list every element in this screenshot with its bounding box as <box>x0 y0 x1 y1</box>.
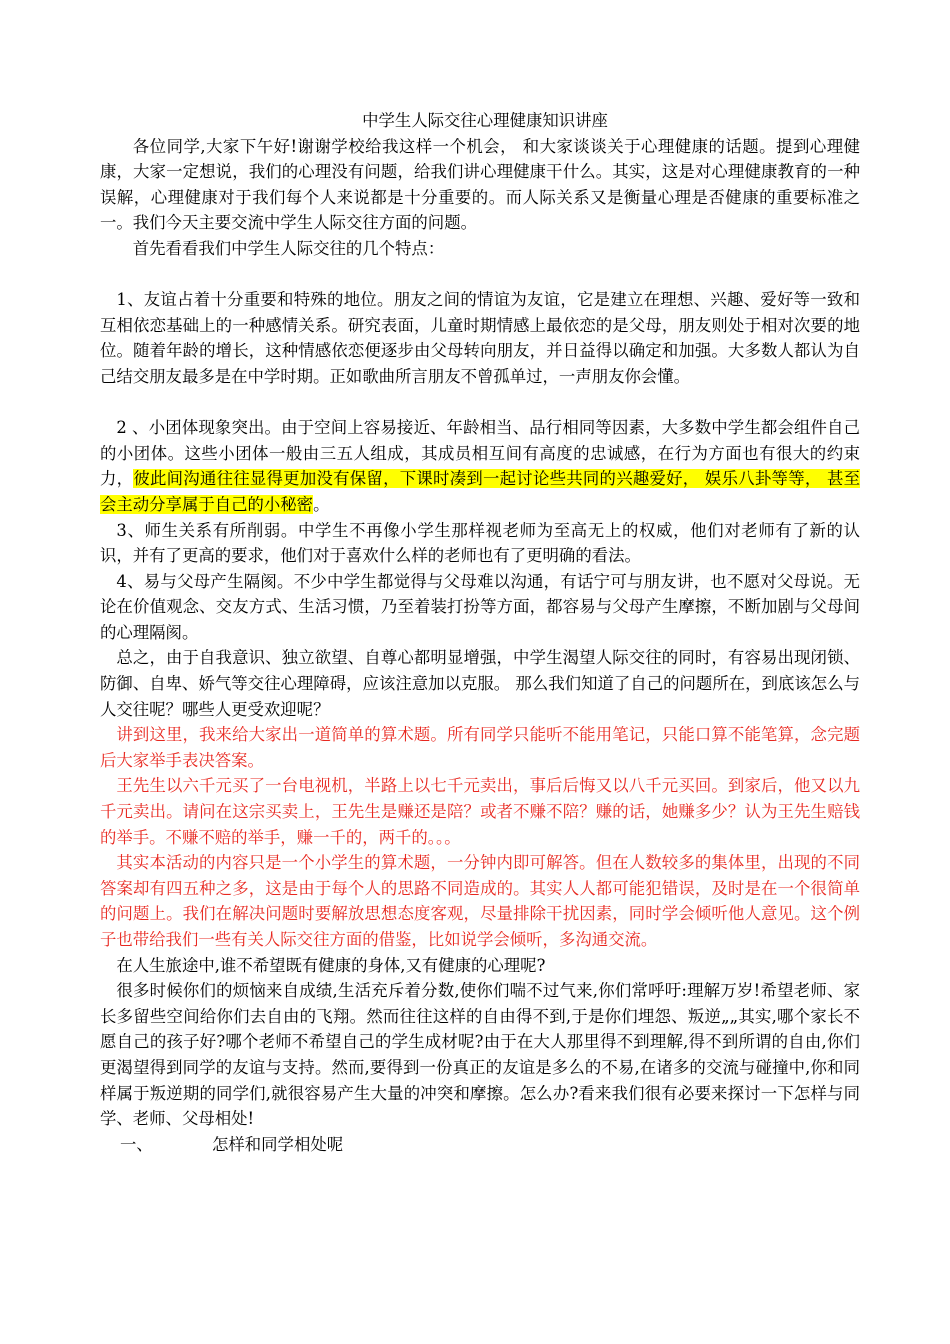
section-one-heading <box>100 1132 860 1158</box>
point-3-paragraph: 3、师生关系有所削弱。中学生不再像小学生那样视老师为至高无上的权威，他们对老师有了新的认识，并有了更高的要求，他们对于喜欢什么样的老师也有了更明确的看法。 <box>100 520 860 566</box>
blank-line <box>100 390 860 416</box>
question-paragraph: 在人生旅途中,谁不希望既有健康的身体,又有健康的心理呢? <box>116 955 546 975</box>
document-title: 中学生人际交往心理健康知识讲座 <box>362 111 608 130</box>
section-one-number: 一、 <box>120 1134 153 1154</box>
features-lead-paragraph: 首先看看我们中学生人际交往的几个特点： <box>132 238 445 258</box>
point-2-end: 。 <box>313 494 330 514</box>
puzzle-paragraph: 王先生以六千元买了一台电视机，半路上以七千元卖出，事后后悔又以八千元买回。到家后，他又以九千元卖出。请问在这宗买卖上，王先生是赚还是陪？或者不赚不陪？赚的话，她赚多少？认为王先生赔钱的举手。不赚不赔的举手，赚一千的，两千的。。。 <box>100 776 860 847</box>
puzzle-intro-paragraph: 讲到这里，我来给大家出一道简单的算术题。所有同学只能听不能用笔记，只能口算不能笔算，念完题后大家举手表决答案。 <box>100 725 860 770</box>
point-2-text: 2 、小团体现象突出。由于空间上容易接近、年龄相当、品行相同等因素，大多数中学生都会组件自己的小团体。这些小团体一般由三五人组成，其成员相互间有高度的忠诚感，在行为方面也有很大的约束力， <box>100 418 860 489</box>
document-page <box>100 108 860 1157</box>
section-one-title: 怎样和同学相处呢 <box>212 1134 344 1154</box>
worries-paragraph: 很多时候你们的烦恼来自成绩,生活充斥着分数,使你们喘不过气来,你们常呼吁:理解万岁!希望老师、家长多留些空间给你们去自由的飞翔。然而往往这样的自由得不到,于是你们埋怨、叛逆„„其实,哪个家长不愿自己的孩子好?哪个老师不希望自己的学生成材呢?由于在大人那里得不到理解,得不到所谓的自由,你们更渴望得到同学的友谊与支持。然而,要得到一份真正的友谊是多么的不易,在诸多的交流与碰撞中,你和同样属于叛逆期的同学们,就很容易产生大量的冲突和摩擦。怎么办?看来我们很有必要来探讨一下怎样与同学、老师、父母相处! <box>100 981 860 1129</box>
intro-paragraph: 各位同学,大家下午好!谢谢学校给我这样一个机会， 和大家谈谈关于心理健康的话题。提到心理健康，大家一定想说，我们的心理没有问题，给我们讲心理健康干什么。其实，这是对心理健康教育的一种误解，心理健康对于我们每个人来说都是十分重要的。而人际关系又是衡量心理是否健康的重要标准之一。我们今天主要交流中学生人际交往方面的问题。 <box>100 136 860 233</box>
blank-line <box>100 262 860 288</box>
point-1-paragraph: 1、友谊占着十分重要和特殊的地位。朋友之间的情谊为友谊，它是建立在理想、兴趣、爱好等一致和互相依恋基础上的一种感情关系。研究表面，儿童时期情感上最依恋的是父母，朋友则处于相对次要的地位。随着年龄的增长，这种情感依恋便逐步由父母转向朋友，并日益得以确定和加强。大多数人都认为自己结交朋友最多是在中学时期。正如歌曲所言朋友不曾孤单过，一声朋友你会懂。 <box>100 290 860 386</box>
point-4-paragraph: 4、易与父母产生隔阂。不少中学生都觉得与父母难以沟通，有话宁可与朋友讲，也不愿对父母说。无论在价值观念、交友方式、生活习惯，乃至着装打扮等方面，都容易与父母产生摩擦，不断加剧与父母间的心理隔阂。 <box>100 571 860 642</box>
point-2-highlighted-text: 彼此间沟通往往显得更加没有保留，下课时凑到一起讨论些共同的兴趣爱好， 娱乐八卦等等， 甚至会主动分享属于自己的小秘密 <box>100 469 861 514</box>
puzzle-reflection-paragraph: 其实本活动的内容只是一个小学生的算术题，一分钟内即可解答。但在人数较多的集体里，出现的不同答案却有四五种之多，这是由于每个人的思路不同造成的。其实人人都可能犯错误，及时是在一个很简单的问题上。我们在解决问题时要解放思想态度客观，尽量排除干扰因素，同时学会倾听他人意见。这个例子也带给我们一些有关人际交往方面的借鉴，比如说学会倾听，多沟通交流。 <box>100 853 860 949</box>
point-2-paragraph <box>100 415 860 517</box>
summary-paragraph: 总之，由于自我意识、独立欲望、自尊心都明显增强，中学生渴望人际交往的同时，有容易出现闭锁、防御、自卑、娇气等交往心理障碍，应该注意加以克服。 那么我们知道了自己的问题所在，到底该怎么与人交往呢？哪些人更受欢迎呢？ <box>100 648 860 719</box>
